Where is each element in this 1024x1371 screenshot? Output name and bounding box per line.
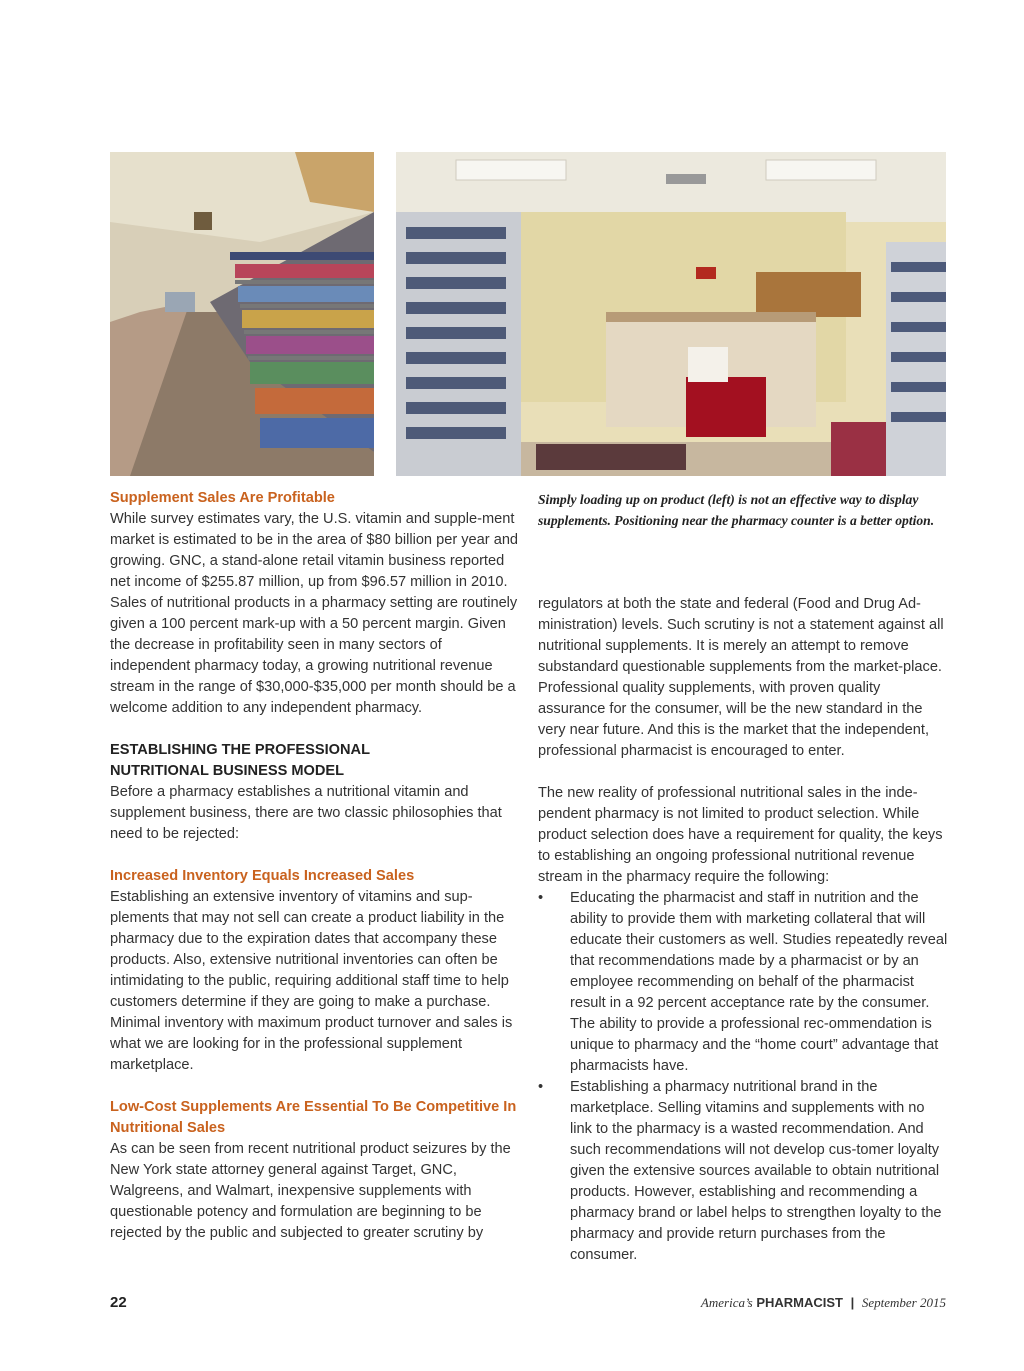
page-number: 22 [110, 1294, 127, 1311]
store-aisle-photo [110, 152, 374, 476]
paragraph-low-cost: As can be seen from recent nutritional product seizures by the New York state attorney general against Target, GNC, Walgreens, and Walmart, inexpensive supplements with questionable potency and formulation are beginning to be rejected by the public and subjected to greater scrutiny by [110, 1141, 511, 1241]
section-heading-increased-inventory: Increased Inventory Equals Increased Sales [110, 868, 415, 884]
left-column [110, 488, 520, 1244]
list-item-text: Educating the pharmacist and staff in nutrition and the ability to provide them with marketing collateral that will educate their customers as well. Studies repeatedly reveal that recommendations made by a pharmacist or by an employee recommending on behalf of the pharmacist result in a 92 percent acceptance rate by the consumer. The ability to provide a professional rec-ommendation is unique to pharmacy and the “home court” advantage that pharmacists have. [570, 890, 948, 1074]
paragraph-increased-inventory: Establishing an extensive inventory of vitamins and sup-plements that may not sell can create a product liability in the pharmacy due to the expiration dates that accompany these products. Also, extensive nutritional inventories can often be intimidating to the public, requiring additional staff time to help customers determine if they are going to make a purchase. Minimal inventory with maximum product turnover and sales is what we are looking for in the professional supplement marketplace. [110, 889, 513, 1073]
paragraph-business-model: Before a pharmacy establishes a nutritional vitamin and supplement business, there are two classic philosophies that need to be rejected: [110, 784, 502, 842]
photo-caption: Simply loading up on product (left) is not an effective way to display supplements. Positioning near the pharmacy counter is a better option. [538, 492, 935, 528]
magazine-footer [701, 1295, 946, 1311]
paragraph-supplement-sales: While survey estimates vary, the U.S. vitamin and supple-ment market is estimated to be in the area of $80 billion per year and growing. GNC, a stand-alone retail vitamin business reported net income of $255.87 million, up from $96.57 million in 2010. Sales of nutritional products in a pharmacy setting are routinely given a 100 percent mark-up with a 50 percent margin. Given the decrease in profitability seen in many sectors of independent pharmacy today, a growing nutritional revenue stream in the range of $30,000-$35,000 per month should be a welcome addition to any independent pharmacy. [110, 511, 519, 716]
section-heading-business-model-line1: ESTABLISHING THE PROFESSIONAL [110, 742, 371, 758]
requirements-list [538, 888, 948, 1266]
paragraph-regulators: regulators at both the state and federal (Food and Drug Ad-ministration) levels. Such scrutiny is not a statement against all nutritional supplements. It is merely an attempt to remove substandard questionable supplements from the market-place. Professional quality supplements, with proven quality assurance for the consumer, will be the new standard in the very near future. And this is the market that the independent, professional pharmacist is encouraged to enter. [538, 596, 944, 759]
list-item [538, 1077, 948, 1266]
footer-separator: | [850, 1295, 855, 1310]
magazine-prefix: America’s [700, 1295, 753, 1310]
bullet-icon: • [538, 1079, 544, 1095]
list-item-text: Establishing a pharmacy nutritional brand in the marketplace. Selling vitamins and supplements with no link to the pharmacy is a wasted recommendation. And such recommendations will not develop cus-tomer loyalty given the extensive sources available to obtain nutritional products. However, establishing and recommending a pharmacy brand or label helps to strengthen loyalty to the pharmacy and provide return purchases from the consumer. [570, 1079, 942, 1263]
section-heading-low-cost: Low-Cost Supplements Are Essential To Be Competitive In Nutritional Sales [110, 1099, 517, 1136]
pharmacy-counter-photo [396, 152, 946, 476]
bullet-icon: • [538, 890, 544, 906]
section-heading-business-model-line2: NUTRITIONAL BUSINESS MODEL [110, 763, 345, 779]
magazine-name: PHARMACIST [756, 1295, 843, 1310]
issue-date: September 2015 [861, 1295, 946, 1310]
list-item [538, 888, 948, 1077]
right-column [538, 488, 948, 1266]
paragraph-new-reality: The new reality of professional nutritional sales in the inde-pendent pharmacy is not limited to product selection. While product selection does have a requirement for quality, the keys to establishing an ongoing professional nutritional revenue stream in the pharmacy require the following: [538, 785, 943, 885]
section-heading-supplement-sales: Supplement Sales Are Profitable [110, 490, 335, 506]
